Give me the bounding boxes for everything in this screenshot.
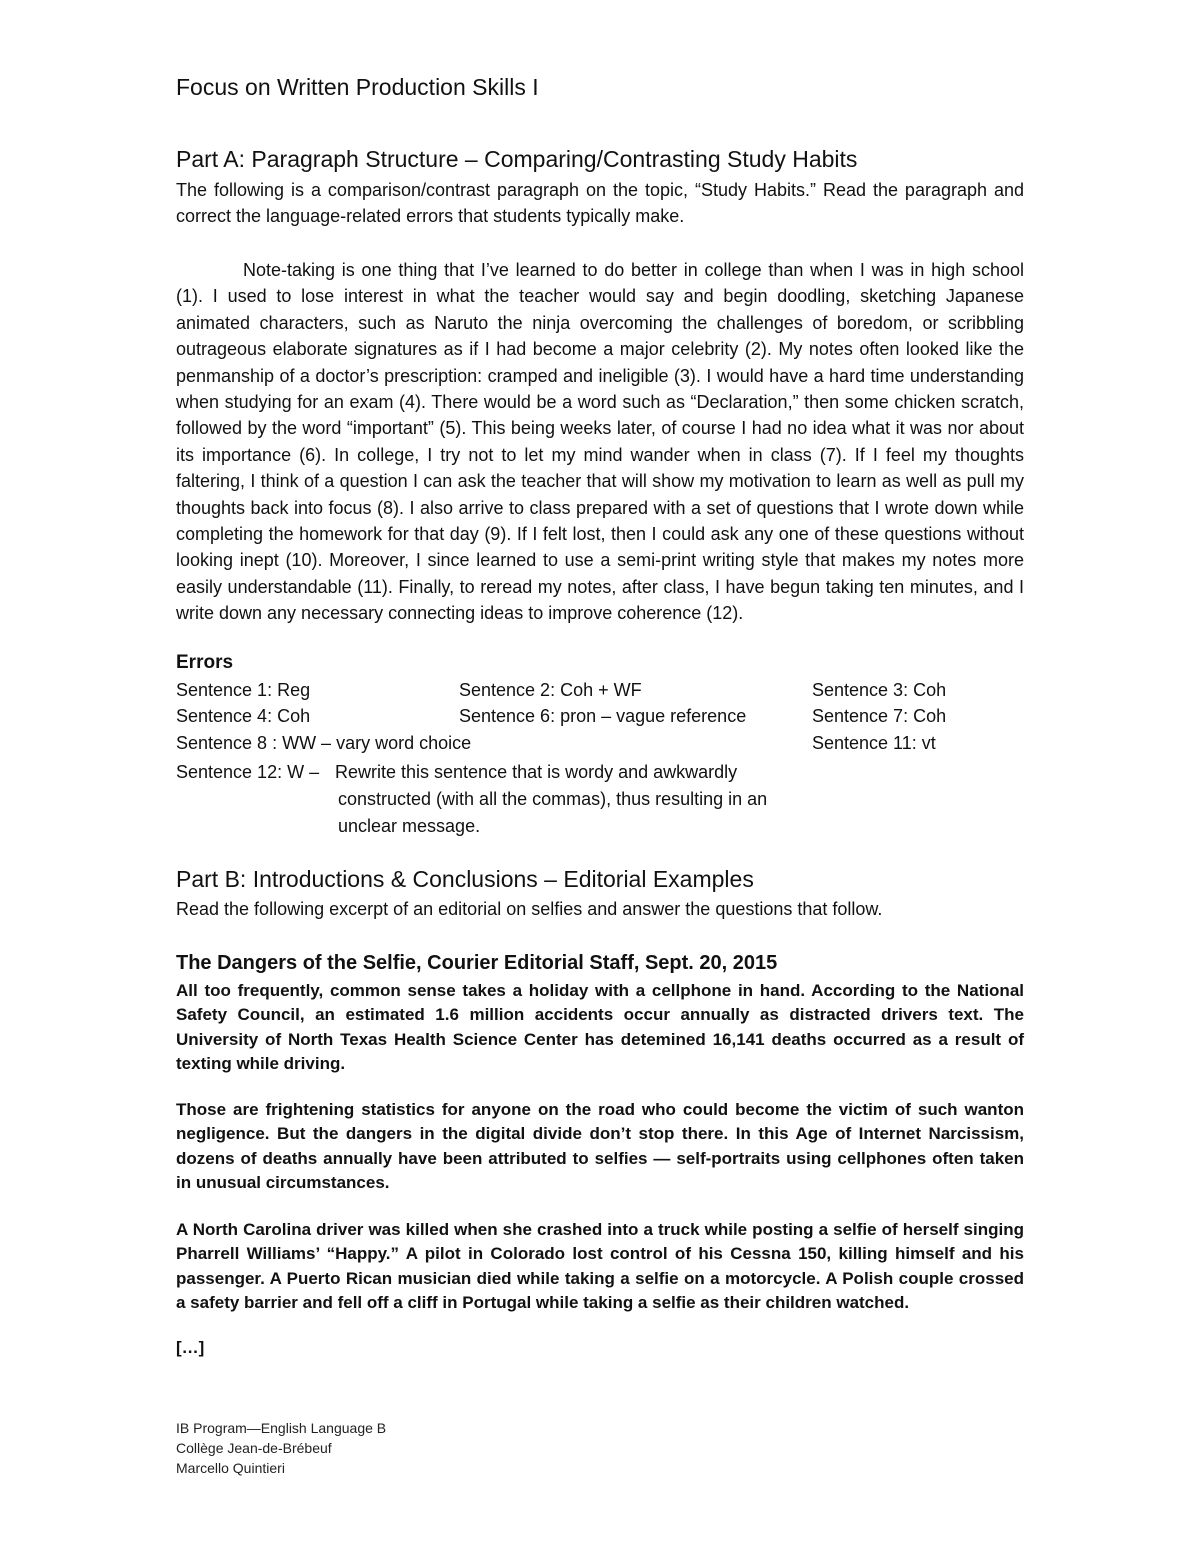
part-b-instructions: Read the following excerpt of an editorial on selfies and answer the questions that follow.	[176, 899, 883, 919]
error-sentence-3: Sentence 3: Coh	[812, 680, 947, 700]
error-sentence-4: Sentence 4: Coh	[176, 706, 311, 726]
editorial-title: The Dangers of the Selfie, Courier Editorial Staff, Sept. 20, 2015	[176, 952, 778, 974]
error-sentence-11: Sentence 11: vt	[812, 733, 936, 753]
footer-school: Collège Jean-de-Brébeuf	[176, 1440, 332, 1456]
error-sentence-2: Sentence 2: Coh + WF	[459, 680, 642, 700]
error-sentence-7: Sentence 7: Coh	[812, 706, 947, 726]
error-sentence-12-explanation: Rewrite this sentence that is wordy and awkwardly constructed (with all the commas), thus resulting in an unclear message.	[335, 762, 768, 836]
footer	[176, 1418, 386, 1478]
errors-heading: Errors	[176, 652, 234, 673]
editorial-ellipsis: […]	[176, 1338, 205, 1357]
part-a-heading: Part A: Paragraph Structure – Comparing/Contrasting Study Habits	[176, 146, 858, 172]
study-habits-paragraph: Note-taking is one thing that I’ve learned to do better in college than when I was in high school (1). I used to lose interest in what the teacher would say and begin doodling, sketching Japanese animated characters, such as Naruto the ninja overcoming the challenges of boredom, or scribbling outrageous elaborate signatures as if I had become a major celebrity (2). My notes often looked like the penmanship of a doctor’s prescription: cramped and ineligible (3). I would have a hard time understanding when studying for an exam (4). There would be a word such as “Declaration,” then some chicken scratch, followed by the word “important” (5). This being weeks later, of course I had no idea what it was nor about its importance (6). In college, I try not to let my mind wander when in class (7). If I feel my thoughts faltering, I think of a question I can ask the teacher that will show my motivation to learn as well as pull my thoughts back into focus (8). I also arrive to class prepared with a set of questions that I wrote down while completing the homework for that day (9). If I felt lost, then I could ask any one of these questions without looking inept (10). Moreover, I since learned to use a semi-print writing style that makes my notes more easily understandable (11). Finally, to reread my notes, after class, I have begun taking ten minutes, and I write down any necessary connecting ideas to improve coherence (12).	[176, 260, 1024, 624]
part-a-instructions: The following is a comparison/contrast paragraph on the topic, “Study Habits.” Read the paragraph and correct the language-related errors that students typically make.	[176, 180, 1024, 226]
document-title: Focus on Written Production Skills I	[176, 74, 539, 100]
editorial-paragraph-3: A North Carolina driver was killed when she crashed into a truck while posting a selfie of herself singing Pharrell Williams’ “Happy.” A pilot in Colorado lost control of his Cessna 150, killing himself and his passenger. A Puerto Rican musician died while taking a selfie on a motorcycle. A Polish couple crossed a safety barrier and fell off a cliff in Portugal while taking a selfie as their children watched.	[176, 1220, 1024, 1313]
error-sentence-12	[176, 759, 796, 836]
error-sentence-1: Sentence 1: Reg	[176, 680, 311, 700]
editorial-paragraph-2: Those are frightening statistics for anyone on the road who could become the victim of such wanton negligence. But the dangers in the digital divide don’t stop there. In this Age of Internet Narcissism, dozens of deaths annually have been attributed to selfies — self-portraits using cellphones often taken in unusual circumstances.	[176, 1100, 1024, 1193]
editorial-paragraph-1: All too frequently, common sense takes a holiday with a cellphone in hand. According to the National Safety Council, an estimated 1.6 million accidents occur annually as distracted drivers text. The University of North Texas Health Science Center has detemined 16,141 deaths occurred as a result of texting while driving.	[176, 981, 1024, 1074]
footer-author: Marcello Quintieri	[176, 1460, 285, 1476]
error-sentence-8: Sentence 8 : WW – vary word choice	[176, 733, 472, 753]
error-sentence-12-label: Sentence 12: W –	[176, 762, 320, 782]
part-b-heading: Part B: Introductions & Conclusions – Editorial Examples	[176, 866, 754, 892]
error-sentence-6: Sentence 6: pron – vague reference	[459, 706, 747, 726]
footer-program: IB Program—English Language B	[176, 1420, 387, 1436]
